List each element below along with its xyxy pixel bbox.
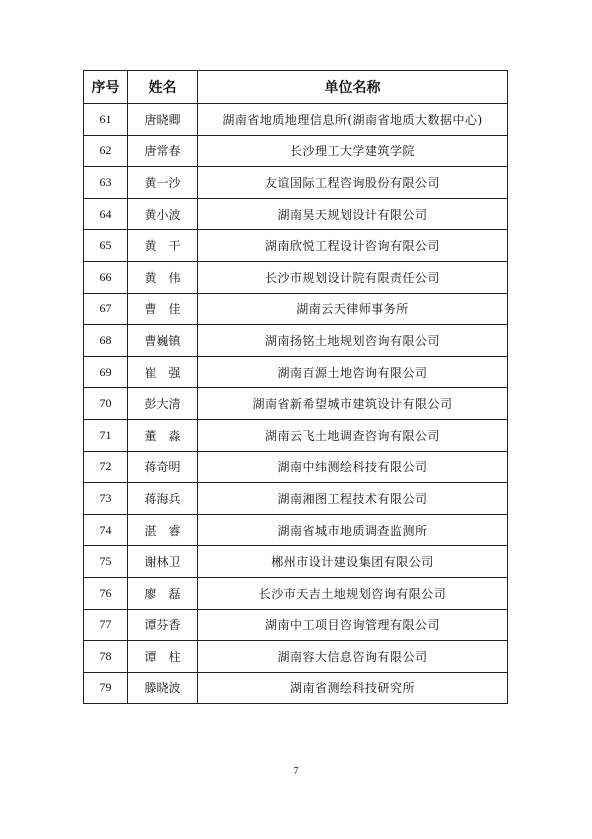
header-serial-number: 序号 bbox=[84, 71, 128, 104]
cell-serial-number: 68 bbox=[84, 325, 128, 357]
cell-name: 廖 磊 bbox=[128, 577, 198, 609]
cell-unit-name: 湖南省测绘科技研究所 bbox=[198, 672, 508, 704]
cell-serial-number: 77 bbox=[84, 609, 128, 641]
cell-serial-number: 65 bbox=[84, 230, 128, 262]
cell-name: 崔 强 bbox=[128, 356, 198, 388]
cell-name: 谭芬香 bbox=[128, 609, 198, 641]
cell-unit-name: 湖南省城市地质调查监测所 bbox=[198, 514, 508, 546]
cell-serial-number: 73 bbox=[84, 483, 128, 515]
table-row bbox=[84, 230, 508, 262]
table-row bbox=[84, 672, 508, 704]
cell-unit-name: 湖南欣悦工程设计咨询有限公司 bbox=[198, 230, 508, 262]
cell-serial-number: 61 bbox=[84, 104, 128, 136]
table-row bbox=[84, 514, 508, 546]
header-unit-name: 单位名称 bbox=[198, 71, 508, 104]
cell-unit-name: 湖南云天律师事务所 bbox=[198, 293, 508, 325]
table-row bbox=[84, 198, 508, 230]
cell-unit-name: 长沙理工大学建筑学院 bbox=[198, 135, 508, 167]
cell-name: 滕晓波 bbox=[128, 672, 198, 704]
cell-serial-number: 63 bbox=[84, 167, 128, 199]
cell-serial-number: 78 bbox=[84, 641, 128, 673]
cell-name: 黄 干 bbox=[128, 230, 198, 262]
cell-name: 黄一沙 bbox=[128, 167, 198, 199]
table-row bbox=[84, 388, 508, 420]
cell-unit-name: 友谊国际工程咨询股份有限公司 bbox=[198, 167, 508, 199]
cell-serial-number: 72 bbox=[84, 451, 128, 483]
table-row bbox=[84, 641, 508, 673]
cell-unit-name: 湖南昊天规划设计有限公司 bbox=[198, 198, 508, 230]
cell-name: 黄 伟 bbox=[128, 261, 198, 293]
cell-serial-number: 71 bbox=[84, 419, 128, 451]
table-row bbox=[84, 325, 508, 357]
cell-name: 唐晓卿 bbox=[128, 104, 198, 136]
table-row bbox=[84, 483, 508, 515]
cell-serial-number: 69 bbox=[84, 356, 128, 388]
table-row bbox=[84, 419, 508, 451]
table-header-row bbox=[84, 71, 508, 104]
cell-serial-number: 62 bbox=[84, 135, 128, 167]
header-name: 姓名 bbox=[128, 71, 198, 104]
cell-serial-number: 67 bbox=[84, 293, 128, 325]
cell-name: 唐常春 bbox=[128, 135, 198, 167]
cell-name: 黄小波 bbox=[128, 198, 198, 230]
cell-name: 董 淼 bbox=[128, 419, 198, 451]
cell-serial-number: 75 bbox=[84, 546, 128, 578]
cell-name: 谢林卫 bbox=[128, 546, 198, 578]
cell-serial-number: 70 bbox=[84, 388, 128, 420]
cell-name: 谭 柱 bbox=[128, 641, 198, 673]
table-row bbox=[84, 293, 508, 325]
cell-unit-name: 湖南扬铭土地规划咨询有限公司 bbox=[198, 325, 508, 357]
cell-serial-number: 66 bbox=[84, 261, 128, 293]
cell-unit-name: 湖南中纬测绘科技有限公司 bbox=[198, 451, 508, 483]
cell-unit-name: 湖南湘图工程技术有限公司 bbox=[198, 483, 508, 515]
cell-unit-name: 长沙市天吉土地规划咨询有限公司 bbox=[198, 577, 508, 609]
table-row bbox=[84, 609, 508, 641]
cell-serial-number: 64 bbox=[84, 198, 128, 230]
table-row bbox=[84, 135, 508, 167]
table-row bbox=[84, 261, 508, 293]
table-row bbox=[84, 546, 508, 578]
cell-unit-name: 湖南云飞土地调查咨询有限公司 bbox=[198, 419, 508, 451]
cell-serial-number: 76 bbox=[84, 577, 128, 609]
cell-unit-name: 湖南省地质地理信息所(湖南省地质大数据中心) bbox=[198, 104, 508, 136]
page-number: 7 bbox=[293, 766, 299, 777]
cell-name: 湛 睿 bbox=[128, 514, 198, 546]
table-row bbox=[84, 167, 508, 199]
cell-serial-number: 79 bbox=[84, 672, 128, 704]
cell-unit-name: 湖南容大信息咨询有限公司 bbox=[198, 641, 508, 673]
cell-unit-name: 湖南中工项目咨询管理有限公司 bbox=[198, 609, 508, 641]
cell-unit-name: 湖南省新希望城市建筑设计有限公司 bbox=[198, 388, 508, 420]
cell-name: 曹 佳 bbox=[128, 293, 198, 325]
table-row bbox=[84, 356, 508, 388]
cell-unit-name: 长沙市规划设计院有限责任公司 bbox=[198, 261, 508, 293]
cell-name: 曹巍镇 bbox=[128, 325, 198, 357]
table-row bbox=[84, 104, 508, 136]
cell-unit-name: 湖南百源土地咨询有限公司 bbox=[198, 356, 508, 388]
table-body bbox=[84, 104, 508, 704]
cell-name: 蒋海兵 bbox=[128, 483, 198, 515]
cell-name: 蒋奇明 bbox=[128, 451, 198, 483]
cell-name: 彭大清 bbox=[128, 388, 198, 420]
table-row bbox=[84, 451, 508, 483]
cell-unit-name: 郴州市设计建设集团有限公司 bbox=[198, 546, 508, 578]
cell-serial-number: 74 bbox=[84, 514, 128, 546]
roster-table bbox=[83, 70, 508, 704]
table-row bbox=[84, 577, 508, 609]
